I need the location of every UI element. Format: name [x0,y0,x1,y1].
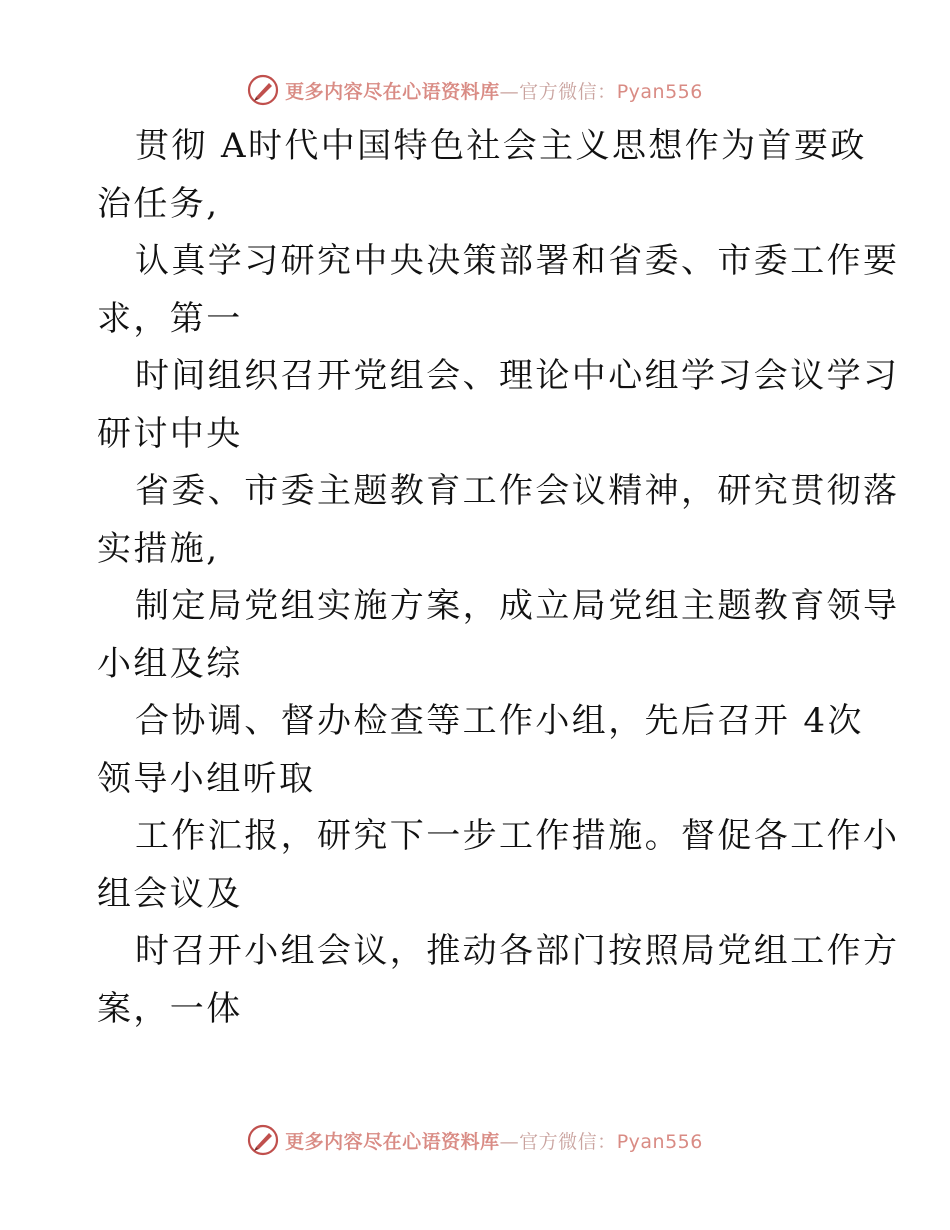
text-line: 合协调、督办检查等工作小组，先后召开 4次 [135,701,864,741]
watermark-id: Pyan556 [616,1130,703,1153]
text-line: 研讨中央 [97,413,243,454]
watermark-brand: 更多内容尽在心语资料库 [285,80,500,103]
watermark-text [285,1127,703,1154]
footer-watermark [0,1120,950,1160]
text-line: 求，第一 [97,298,243,339]
text-line: 认真学习研究中央决策部署和省委、市委工作要 [135,241,900,281]
header-watermark [0,70,950,110]
text-line: 实措施, [97,528,220,569]
document-body [97,118,900,1038]
watermark-text [285,77,703,104]
pen-seal-logo-icon [247,74,279,106]
watermark-sub: 官方微信： [519,1130,617,1153]
pen-seal-logo-icon [247,1124,279,1156]
text-line: 领导小组听取 [97,758,316,799]
text-line: 组会议及 [97,873,243,914]
text-line: 时间组织召开党组会、理论中心组学习会议学习 [135,356,900,396]
watermark-separator: — [499,1130,520,1153]
text-line: 贯彻 A时代中国特色社会主义思想作为首要政 [135,126,867,166]
text-line: 工作汇报，研究下一步工作措施。督促各工作小 [135,816,900,856]
watermark-sub: 官方微信： [519,80,617,103]
text-line: 制定局党组实施方案，成立局党组主题教育领导 [135,586,900,626]
watermark-id: Pyan556 [616,80,703,103]
text-line: 治任务, [97,183,220,224]
text-line: 小组及综 [97,643,243,684]
text-line: 案，一体 [97,988,243,1029]
watermark-separator: — [499,80,520,103]
text-line: 省委、市委主题教育工作会议精神，研究贯彻落 [135,471,900,511]
text-line: 时召开小组会议，推动各部门按照局党组工作方 [135,931,900,971]
watermark-brand: 更多内容尽在心语资料库 [285,1130,500,1153]
